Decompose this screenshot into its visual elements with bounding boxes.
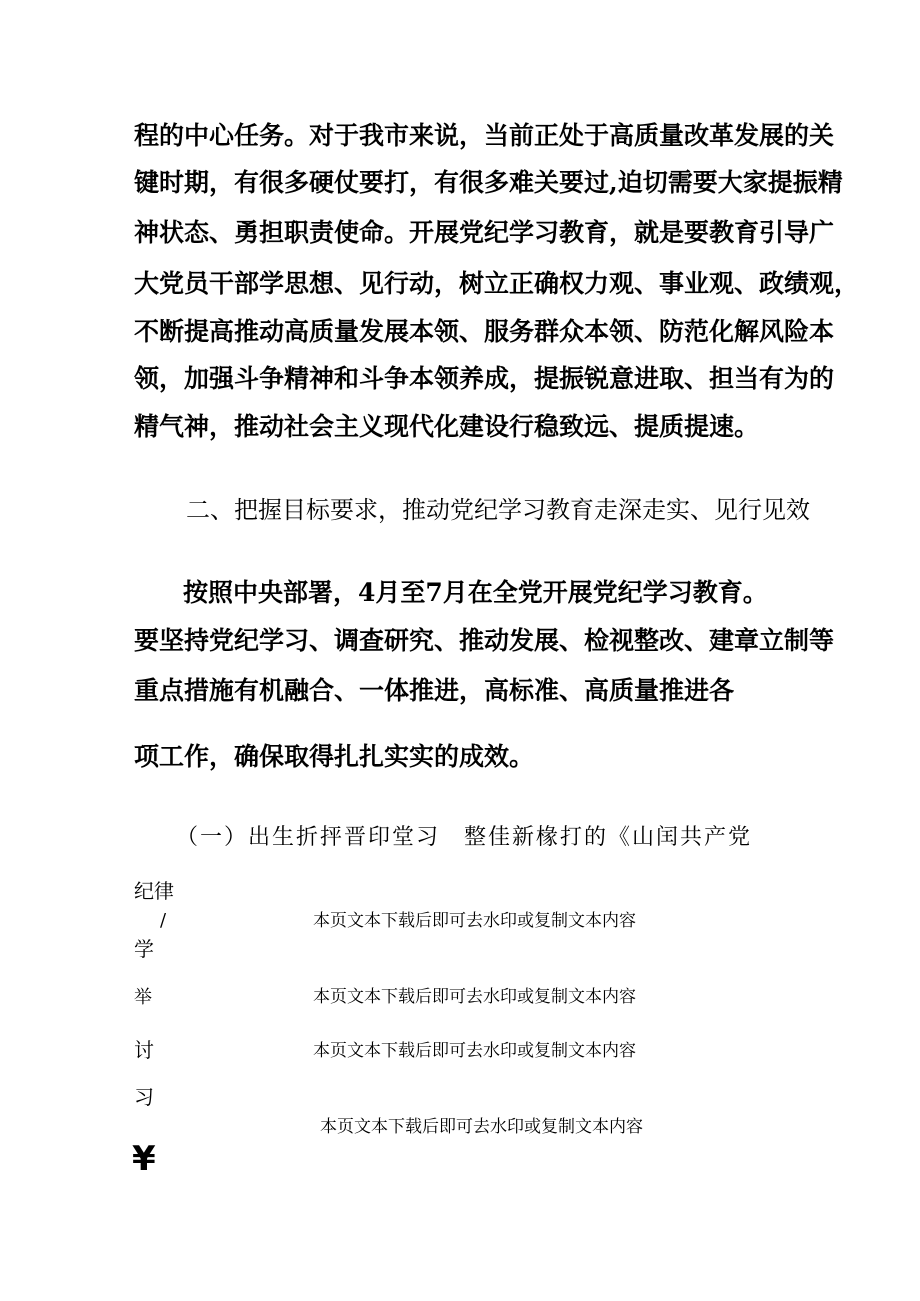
paragraph1-line-6: 领，加强斗争精神和斗争本领养成，提振锐意进取、担当有为的	[134, 364, 835, 393]
paragraph2-line-1: 按照中央部署，4月至7月在全党开展党纪学习教育。	[183, 578, 768, 607]
section-heading: 二、把握目标要求，推动党纪学习教育走深走实、见行见效	[186, 496, 810, 524]
watermark-notice: 本页文本下载后即可去水印或复制文本内容	[313, 1041, 636, 1060]
watermark-notice: 本页文本下载后即可去水印或复制文本内容	[313, 987, 636, 1006]
fragment-jilu: 纪律	[134, 879, 174, 903]
paragraph1-line-5: 不断提高推动高质量发展本领、服务群众本领、防范化解风险本	[134, 317, 835, 346]
paragraph1-line-1: 程的中心任务。对于我市来说，当前正处于高质量改革发展的关	[134, 121, 835, 150]
paragraph1-line-4: 大党员干部学思想、见行动，树立正确权力观、事业观、政绩观，	[134, 269, 860, 298]
fragment-slash: /	[160, 910, 167, 931]
fragment-tao: 讨	[134, 1038, 154, 1062]
paragraph2-line-2: 要坚持党纪学习、调查研究、推动发展、检视整改、建章立制等	[134, 626, 835, 655]
paragraph1-line-3: 神状态、勇担职责使命。开展党纪学习教育，就是要教育引导广	[134, 218, 835, 247]
fragment-xue: 学	[134, 937, 154, 961]
paragraph1-line-7: 精气神，推动社会主义现代化建设行稳致远、提质提速。	[134, 412, 760, 441]
yen-symbol: ¥	[132, 1139, 156, 1179]
fragment-xi: 习	[134, 1085, 154, 1109]
fragment-ju: 举	[134, 987, 152, 1008]
paragraph1-line-2: 键时期，有很多硬仗要打，有很多难关要过,迫切需要大家提振精	[134, 168, 843, 197]
paragraph2-line-4: 项工作，确保取得扎扎实实的成效。	[134, 742, 535, 771]
subheading: （一）出生折抨晋印堂习 整佳新椽打的《山闰共产党	[176, 825, 753, 850]
watermark-notice: 本页文本下载后即可去水印或复制文本内容	[320, 1117, 643, 1136]
paragraph2-line-3: 重点措施有机融合、一体推进，高标准、高质量推进各	[134, 676, 735, 705]
watermark-notice: 本页文本下载后即可去水印或复制文本内容	[313, 911, 636, 930]
